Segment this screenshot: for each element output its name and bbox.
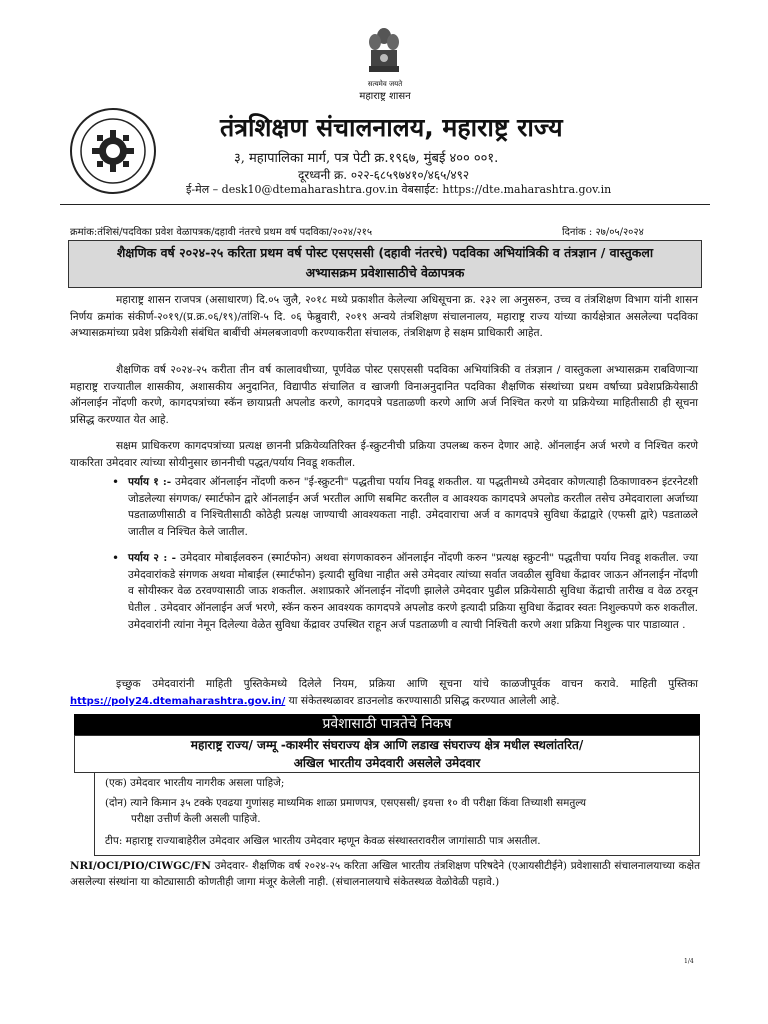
paragraph-purpose: शैक्षणिक वर्ष २०२४-२५ करीता तीन वर्ष कालावधीच्या, पूर्णवेळ पोस्ट एसएससी पदविका अभियांत्रिकी व तंत्रज्ञान / वास्तुकला अभ्यासक्रम राबविणाऱ्या महाराष्ट्र राज्यातील शासकीय, अशासकीय अनुदानित, विद्यापीठ संचालित व खाजगी विनाअनुदानित पदविका शैक्षणिक संस्थांच्या प्रथम वर्षाच्या प्रवेशप्रक्रियेसाठी ऑनलाईन नोंदणी करणे, कागदपत्रांच्या स्कॅन छायाप्रती अपलोड करणे, कागदपत्रे पडताळणी करणे आणि अर्ज निश्चित करणे या प्रक्रियेच्या माहितीसाठी ही सूचना प्रसिद्ध करण्यात येत आहे. — [70, 364, 698, 427]
emblem-motto: सत्यमेव जयते — [367, 80, 403, 88]
eligibility-criteria-box — [94, 772, 700, 856]
directorate-logo — [68, 106, 158, 196]
eligibility-title: प्रवेशासाठी पात्रतेचे निकष — [74, 714, 700, 735]
notice-heading — [68, 240, 702, 288]
booklet-text: इच्छुक उमेदवारांनी माहिती पुस्तिकेमध्ये दिलेले नियम, प्रक्रिया आणि सूचना यांचे काळजीपूर्वक वाचन करावे. माहिती पुस्तिका — [116, 678, 698, 690]
criterion-2: (दोन) त्याने किमान ३५ टक्के एवढया गुणांसह माध्यमिक शाळा प्रमाणपत्र, एसएससी/ इयत्ता १० वी परीक्षा किंवा तिच्याशी समतुल्य — [105, 797, 587, 809]
eligibility-category-box — [74, 735, 700, 773]
page-number: 1/4 — [684, 958, 694, 965]
header-divider — [60, 204, 710, 205]
nri-text: उमेदवार- शैक्षणिक वर्ष २०२४-२५ करिता अखिल भारतीय तंत्रशिक्षण परिषदेने (एआयसीटीईने) प्रवेशासाठी संचालनालयाच्या कक्षेत असलेल्या संस्थांना या कोट्यासाठी कोणतीही जागा मंजूर केलेली नाही. (संचालनालयाचे संकेतस्थळ वेळोवेळी पहावे.) — [70, 860, 700, 888]
criterion-1: (एक) उमेदवार भारतीय नागरीक असला पाहिजे; — [105, 777, 285, 789]
option-1 — [128, 474, 698, 541]
state-emblem — [364, 24, 404, 82]
paragraph-scrutiny: सक्षम प्राधिकरण कागदपत्रांच्या प्रत्यक्ष छाननी प्रक्रियेव्यतिरिक्त ई-स्क्रुटनीची प्रक्रिया उपलब्ध करुन देणार आहे. ऑनलाईन अर्ज भरणे व निश्चित करणे याकरिता उमेदवार त्यांच्या सोयीनुसार छाननीची पद्धत/पर्याय निवडू शकतील. — [70, 440, 698, 469]
nri-paragraph — [70, 858, 700, 890]
reference-number: क्रमांक:तंशिसं/पदविका प्रवेश वेळापत्रक/दहावी नंतरचे प्रथम वर्ष पदविका/२०२४/२१५ — [70, 227, 373, 238]
option-2-label: पर्याय २ : - — [128, 552, 177, 564]
document-date: दिनांक : २७/०५/२०२४ — [562, 227, 644, 238]
heading-line-2: अभ्यासक्रम प्रवेशासाठीचे वेळापत्रक — [305, 265, 465, 280]
eligibility-category-line-1: महाराष्ट्र राज्य/ जम्मू -काश्मीर संघराज्य क्षेत्र आणि लडाख संघराज्य क्षेत्र मधील स्थलांतरित/ — [190, 738, 584, 752]
email-website-line: ई-मेल – desk10@dtemaharashtra.gov.in वेबसाईट: https://dte.maharashtra.gov.in — [186, 183, 612, 196]
directorate-title: तंत्रशिक्षण संचालनालय, महाराष्ट्र राज्य — [220, 113, 563, 142]
criterion-2-cont: परीक्षा उत्तीर्ण केली असली पाहिजे. — [131, 813, 261, 825]
phone-line: दूरध्वनी क्र. ०२२-६८५९७४१०/४६५/४९२ — [298, 168, 470, 182]
option-2 — [128, 550, 698, 634]
address-line: ३, महापालिका मार्ग, पत्र पेटी क्र.१९६७, मुंबई ४०० ००१. — [234, 151, 499, 166]
paragraph-authority: महाराष्ट्र शासन राजपत्र (असाधारण) दि.०५ जुलै, २०१८ मध्ये प्रकाशीत केलेल्या अधिसूचना क्र. २३२ ला अनुसरुन, उच्च व तंत्रशिक्षण विभाग यांनी शासन निर्णय क्रमांक संकीर्ण-२०१९/(प्र.क्र.०६/१९)/तांशि-५ दि. ०६ फेब्रुवारी, २०१९ अन्वये तंत्रशिक्षण संचालनालय, महाराष्ट्र राज्य यांच्या कार्यक्षेत्रात असलेल्या पदविका अभ्यासक्रमांच्या प्रवेश प्रक्रियेशी संबंधित बाबींची अंमलबजावणी करण्याकरीता संचालक, तंत्रशिक्षण हे सक्षम प्राधिकारी आहेत. — [70, 294, 698, 340]
nri-label: NRI/OCI/PIO/CIWGC/FN — [70, 860, 211, 872]
bullet-icon: • — [112, 475, 120, 489]
eligibility-note: टीप: महाराष्ट्र राज्याबाहेरील उमेदवार अखिल भारतीय उमेदवार म्हणून केवळ संस्थास्तरावरील जागांसाठी पात्र असतील. — [105, 835, 541, 847]
eligibility-category-line-2: अखिल भारतीय उमेदवारी असलेले उमेदवार — [293, 756, 481, 770]
bullet-icon: • — [112, 551, 120, 565]
paragraph-booklet — [70, 676, 698, 710]
booklet-link[interactable]: https://poly24.dtemaharashtra.gov.in/ — [70, 695, 286, 707]
option-2-text: उमेदवार मोबाईलवरुन (स्मार्टफोन) अथवा संगणकावरुन ऑनलाईन नोंदणी करुन "प्रत्यक्ष स्क्रुटनी" पद्धतीचा पर्याय निवडू शकतील. ज्या उमेदवारांकडे संगणक अथवा मोबाईल (स्मार्टफोन) इत्यादी सुविधा नाहीत असे उमेदवार त्यांच्या सर्वात जवळील सुविधा केंद्रावर जाऊन ऑनलाईन नोंदणी व सोयीस्कर वेळ ठरवण्यासाठी जाऊ शकतील. अशाप्रकारे ऑनलाईन नोंदणी झालेले उमेदवार पुढील प्रक्रियेसाठी सुविधा केंद्राची तारीख व वेळ ठरवून घेतील . उमेदवार ऑनलाईन अर्ज भरणे, स्कॅन करुन आवश्यक कागदपत्रे अपलोड करणे इत्यादी प्रक्रिया सुविधा केंद्रावर स्वतः निशुल्कपणे करु शकतील. उमेदवारांनी त्यांना नेमून दिलेल्या वेळेत सुविधा केंद्रावर उपस्थित राहून अर्ज पडताळणी व त्याची निश्चिती करणे अशा प्रक्रिया निशुल्क पार पाडाव्यात . — [128, 552, 698, 631]
government-label: महाराष्ट्र शासन — [359, 91, 411, 102]
heading-line-1: शैक्षणिक वर्ष २०२४-२५ करिता प्रथम वर्ष पोस्ट एसएससी (दहावी नंतरचे) पदविका अभियांत्रिकी व तंत्रज्ञान / वास्तुकला — [116, 245, 654, 260]
booklet-text-after: या संकेतस्थळावर डाउनलोड करण्यासाठी प्रसिद्ध करण्यात आलेली आहे. — [285, 694, 560, 707]
option-1-label: पर्याय १ :- — [128, 476, 172, 488]
option-1-text: उमेदवार ऑनलाईन नोंदणी करुन "ई-स्क्रुटनी" पद्धतीचा पर्याय निवडू शकतील. या पद्धतीमध्ये उमेदवार कोणत्याही ठिकाणावरुन इंटरनेटशी जोडलेल्या संगणक/ स्मार्टफोन द्वारे ऑनलाईन अर्ज भरतील आणि सबमिट करतील व आवश्यक कागदपत्रे अपलोड करतील तसेच उमेदवाराला अर्जाच्या पडताळणीसाठी व निश्चितीसाठी कोठेही प्रत्यक्ष जाण्याची आवश्यकता नाही. उमेदवाराचा अर्ज व कागदपत्रे सुविधा केंद्राद्वारे (एफसी द्वारे) पडताळले जातील व निश्चित केले जातील. — [128, 476, 698, 539]
